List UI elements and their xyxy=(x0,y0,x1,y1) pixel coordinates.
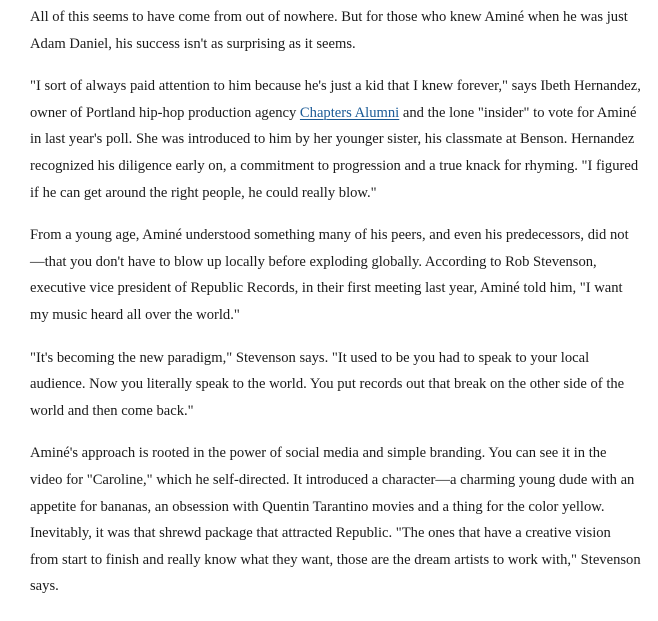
chapters-alumni-link[interactable]: Chapters Alumni xyxy=(299,104,400,121)
paragraph-text-after-link: and the lone "insider" to vote for Aminé in last year's poll. She was introduced to him by her younger sister, his classmate at Benson. Hernandez recognized his diligence early on, a commitment to progression and a true knack for rhyming. "I figured if he can get around the right people, he could really blow." xyxy=(30,104,639,201)
paragraph-intro: All of this seems to have come from out of nowhere. But for those who knew Aminé when he was just Adam Daniel, his success isn't as surprising as it seems. xyxy=(30,9,628,52)
article-body xyxy=(30,4,642,616)
paragraph-text-before-link: "I sort of always paid attention to him because he's just a kid that I knew forever," says Ibeth Hernandez, owner of Portland hip-hop production agency xyxy=(30,78,641,121)
paragraph-hernandez-quote xyxy=(30,73,642,206)
paragraph-stevenson-meeting: From a young age, Aminé understood something many of his peers, and even his predecessors, did not—that you don't have to blow up locally before exploding globally. According to Rob Stevenson, executive vice president of Republic Records, in their first meeting last year, Aminé told him, "I want my music heard all over the world." xyxy=(30,227,629,323)
paragraph-stevenson-quote: "It's becoming the new paradigm," Stevenson says. "It used to be you had to speak to your local audience. Now you literally speak to the world. You put records out that break on the other side of the world and then come back." xyxy=(30,349,625,419)
paragraph-branding: Aminé's approach is rooted in the power of social media and simple branding. You can see it in the video for "Caroline," which he self-directed. It introduced a character—a charming young dude with an appetite for bananas, an obsession with Quentin Tarantino movies and a thing for the color yellow. Inevitably, it was that shrewd package that attracted Republic. "The ones that have a creative vision from start to finish and really know what they want, those are the dream artists to work with," Stevenson says. xyxy=(30,445,641,595)
